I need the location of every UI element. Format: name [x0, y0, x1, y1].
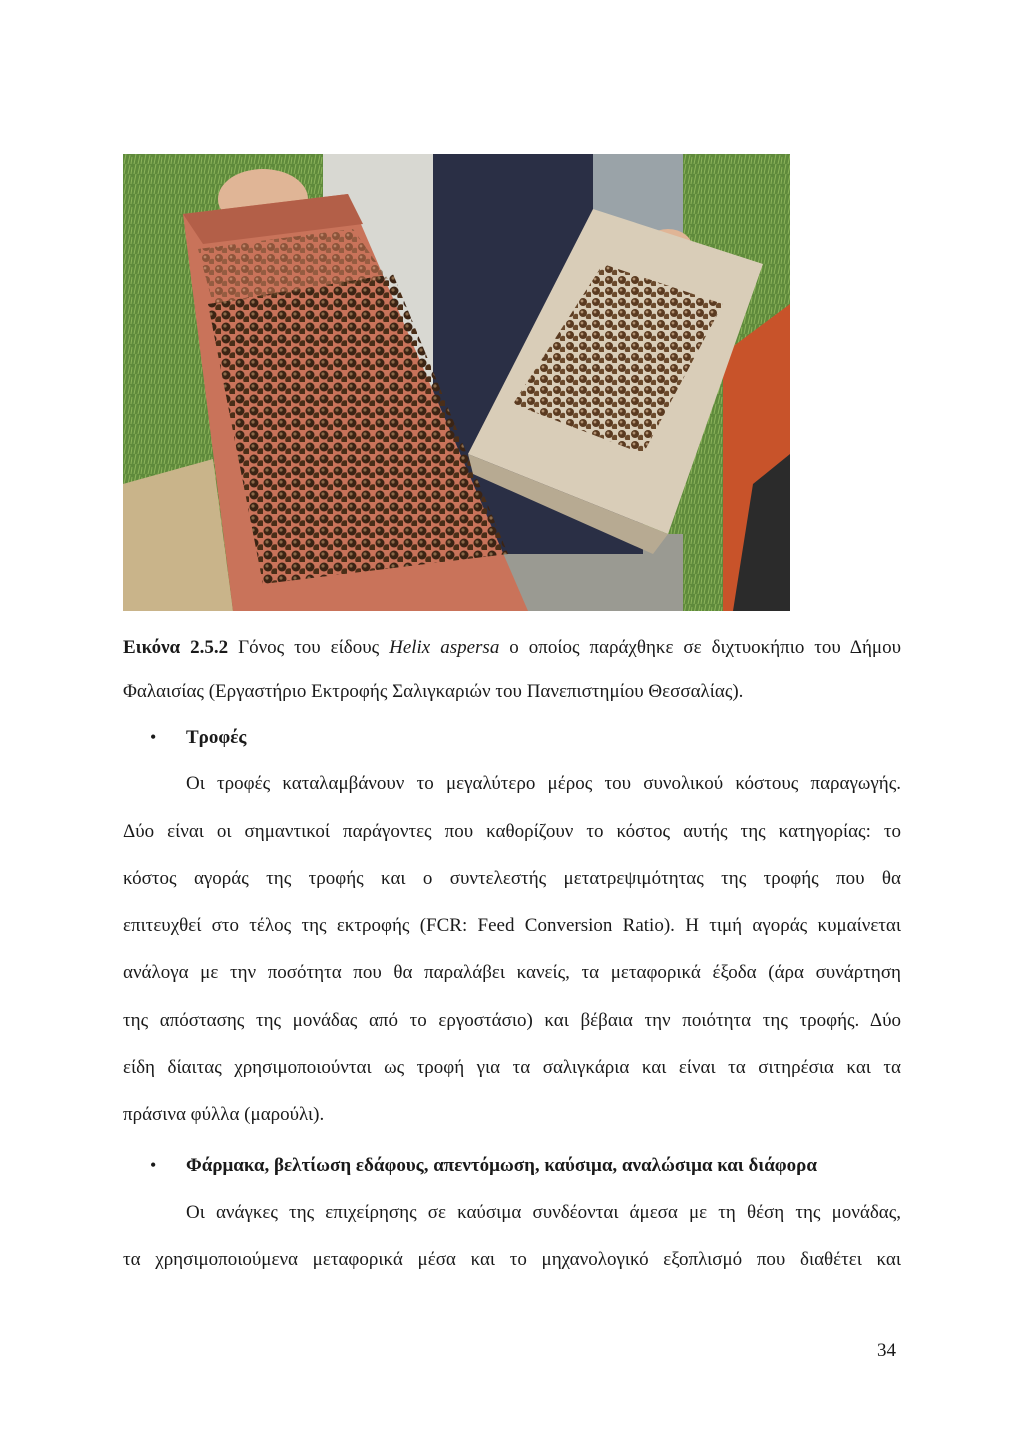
figure-label: Εικόνα 2.5.2 [123, 637, 229, 658]
section-title-misc: Φάρμακα, βελτίωση εδάφους, απεντόμωση, καύσιμα, αναλώσιμα και διάφορα [186, 1155, 817, 1176]
section-heading-feed [150, 725, 246, 750]
feed-paragraph-line: πράσινα φύλλα (μαρούλι). [123, 1104, 325, 1125]
species-name: Helix aspersa [389, 637, 500, 658]
feed-paragraph-line: είδη δίαιτας χρησιμοποιούνται ως τροφή για τα σαλιγκάρια και είναι τα σιτηρέσια και τα [123, 1057, 901, 1078]
figure-caption-line-1 [123, 636, 901, 660]
section-title-feed: Τροφές [186, 727, 247, 748]
page-number: 34 [877, 1340, 896, 1361]
misc-paragraph-line: Οι ανάγκες της επιχείρησης σε καύσιμα συνδέονται άμεσα με τη θέση της μονάδας, [186, 1202, 901, 1223]
caption-text: Γόνος του είδους [228, 637, 390, 658]
feed-paragraph-line: Οι τροφές καταλαμβάνουν το μεγαλύτερο μέρος του συνολικού κόστους παραγωγής. [186, 773, 901, 794]
feed-paragraph-line: της απόστασης της μονάδας από το εργοστάσιο) και βέβαια την ποιότητα της τροφής. Δύο [123, 1010, 901, 1031]
bullet-icon: • [150, 727, 157, 747]
snail-tiles-photo [123, 154, 790, 611]
feed-paragraph-line: επιτευχθεί στο τέλος της εκτροφής (FCR: Feed Conversion Ratio). Η τιμή αγοράς κυμαίνεται [123, 915, 901, 936]
feed-paragraph-line: κόστος αγοράς της τροφής και ο συντελεστής μετατρεψιμότητας της τροφής που θα [123, 868, 901, 889]
section-heading-misc [150, 1153, 817, 1178]
caption-text-cont: ο οποίος παράχθηκε σε διχτυοκήπιο του Δήμου [499, 637, 902, 658]
misc-paragraph-line: τα χρησιμοποιούμενα μεταφορικά μέσα και το μηχανολογικό εξοπλισμό που διαθέτει και [123, 1249, 901, 1270]
bullet-icon: • [150, 1155, 157, 1175]
feed-paragraph-line: Δύο είναι οι σημαντικοί παράγοντες που καθορίζουν το κόστος αυτής της κατηγορίας: το [123, 821, 901, 842]
feed-paragraph-line: ανάλογα με την ποσότητα που θα παραλάβει κανείς, τα μεταφορικά έξοδα (άρα συνάρτηση [123, 962, 901, 983]
figure-caption-line-2: Φαλαισίας (Εργαστήριο Εκτροφής Σαλιγκαριών του Πανεπιστημίου Θεσσαλίας). [123, 681, 744, 702]
